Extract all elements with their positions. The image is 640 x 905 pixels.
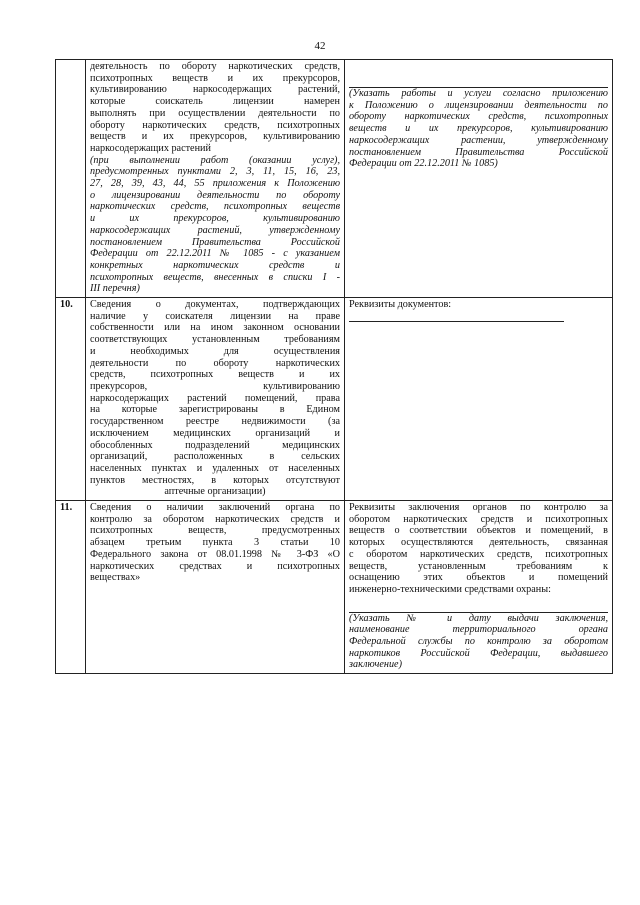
value-note-line: Федерации от 22.12.2011 № 1085) — [349, 158, 498, 170]
text-line: психотропных веществ и их прекурсоров, — [90, 72, 340, 84]
text-line: на которые зарегистрированы в Едином — [90, 404, 340, 416]
text-line: которых осуществляются деятельность, связанная — [349, 537, 608, 549]
row-number — [56, 60, 86, 298]
text-line: обособленных подразделений медицинских — [90, 439, 340, 451]
text-line: наркосодержащих растений — [90, 142, 211, 154]
note-line: (при выполнении работ (оказании услуг), — [90, 154, 340, 166]
text-line: соответствующих установленным требованиям — [90, 334, 340, 346]
text-line: государственном реестре недвижимости (за — [90, 416, 340, 428]
value-note-line: заключение) — [349, 659, 402, 671]
table-row — [56, 501, 613, 674]
value-label: Реквизиты документов: — [349, 299, 452, 311]
row-number: 10. — [56, 298, 86, 501]
note-line: 27, 28, 39, 43, 44, 55 приложения к Положению — [90, 178, 340, 190]
text-line: веществах» — [90, 572, 141, 584]
text-line: деятельность по обороту наркотических средств, — [90, 61, 340, 72]
row-number: 11. — [56, 501, 86, 674]
text-line: которые соискатель лицензии намерен — [90, 96, 340, 108]
value-note-line: обороту наркотических средств, психотропных — [349, 111, 608, 123]
text-line: организаций, расположенных в сельских — [90, 451, 340, 463]
text-line: собственности или на ином законном основании — [90, 322, 340, 334]
text-line: с оборотом наркотических средств, психотропных — [349, 548, 608, 560]
value-note-line: веществ и их прекурсоров, культивированию — [349, 123, 608, 135]
text-line: прекурсоров, культивированию — [90, 380, 340, 392]
note-line: конкретных наркотических средств и — [90, 259, 340, 271]
text-line: оснащению этих объектов и помещений — [349, 572, 608, 584]
row-description — [86, 298, 345, 501]
text-line: наркосодержащих растений помещений, права — [90, 392, 340, 404]
value-note-line: (Указать № и дату выдачи заключения, — [349, 612, 608, 624]
text-line: психотропных веществ, предусмотренных — [90, 525, 340, 537]
text-line: наркотических средствах и психотропных — [90, 560, 340, 572]
text-line: Сведения о документах, подтверждающих — [90, 299, 340, 311]
text-line: аптечные организации) — [164, 486, 266, 498]
value-note-line: наркотиков Российской Федерации, выдавшего — [349, 647, 608, 659]
text-line: Реквизиты заключения органов по контролю за — [349, 502, 608, 514]
note-line: о лицензировании деятельности по обороту — [90, 189, 340, 201]
row-value — [345, 60, 613, 298]
text-line: Федерального закона от 08.01.1998 № 3-ФЗ «О — [90, 548, 340, 560]
value-note-line: Федеральной службы по контролю за оборотом — [349, 636, 608, 648]
text-line: наличие у соискателя лицензии на праве — [90, 310, 340, 322]
fill-in-line[interactable] — [349, 602, 608, 613]
table-row — [56, 298, 613, 501]
text-line: Сведения о наличии заключений органа по — [90, 502, 340, 514]
text-line: оборотом наркотических средств и психотропных — [349, 513, 608, 525]
fill-in-line[interactable] — [349, 77, 608, 88]
row-description — [86, 501, 345, 674]
text-line: контролю за оборотом наркотических средств и — [90, 513, 340, 525]
note-line: постановлением Правительства Российской — [90, 236, 340, 248]
text-line: пунктов местностях, в которых отсутствуют — [90, 474, 340, 486]
value-note-line: постановлением Правительства Российской — [349, 146, 608, 158]
form-table — [55, 59, 613, 674]
text-line: веществ и их прекурсоров, культивированию — [90, 131, 340, 143]
note-line: психотропных веществ, внесенных в списки I - — [90, 271, 340, 283]
note-line: наркотических средств, психотропных веществ — [90, 201, 340, 213]
row-value — [345, 298, 613, 501]
row-description — [86, 60, 345, 298]
fill-in-line[interactable] — [349, 311, 564, 322]
note-line: III перечня) — [90, 283, 140, 295]
text-line: деятельности по обороту наркотических — [90, 357, 340, 369]
text-line: населенных пунктах и удаленных от населенных — [90, 462, 340, 474]
text-line: выполнять при осуществлении деятельности по — [90, 107, 340, 119]
note-line: и их прекурсоров, культивированию — [90, 213, 340, 225]
text-line: веществ, установленным требованиям к — [349, 560, 608, 572]
text-line: абзацем третьим пункта 3 статьи 10 — [90, 537, 340, 549]
note-line: Федерации от 22.12.2011 № 1085 - с указанием — [90, 248, 340, 260]
text-line: и необходимых для осуществления — [90, 345, 340, 357]
row-value — [345, 501, 613, 674]
text-line: исключением медицинских организаций и — [90, 427, 340, 439]
text-line: обороту наркотических средств, психотропных — [90, 119, 340, 131]
text-line: средств, психотропных веществ и их — [90, 369, 340, 381]
note-line: предусмотренных пунктами 2, 3, 11, 15, 16, 23, — [90, 166, 340, 178]
text-line: веществ о соответствии объектов и помещений, в — [349, 525, 608, 537]
text-line: культивированию наркосодержащих растений, — [90, 84, 340, 96]
text-line: инженерно-техническими средствами охраны: — [349, 583, 551, 595]
value-note-line: наркосодержащих растении, утвержденному — [349, 134, 608, 146]
note-line: наркосодержащих растений, утвержденному — [90, 224, 340, 236]
value-note-line: к Положению о лицензировании деятельности по — [349, 99, 608, 111]
table-row — [56, 60, 613, 298]
page-number: 42 — [314, 40, 326, 52]
value-note-line: наименование территориального органа — [349, 624, 608, 636]
value-note-line: (Указать работы и услуги согласно приложению — [349, 88, 608, 99]
